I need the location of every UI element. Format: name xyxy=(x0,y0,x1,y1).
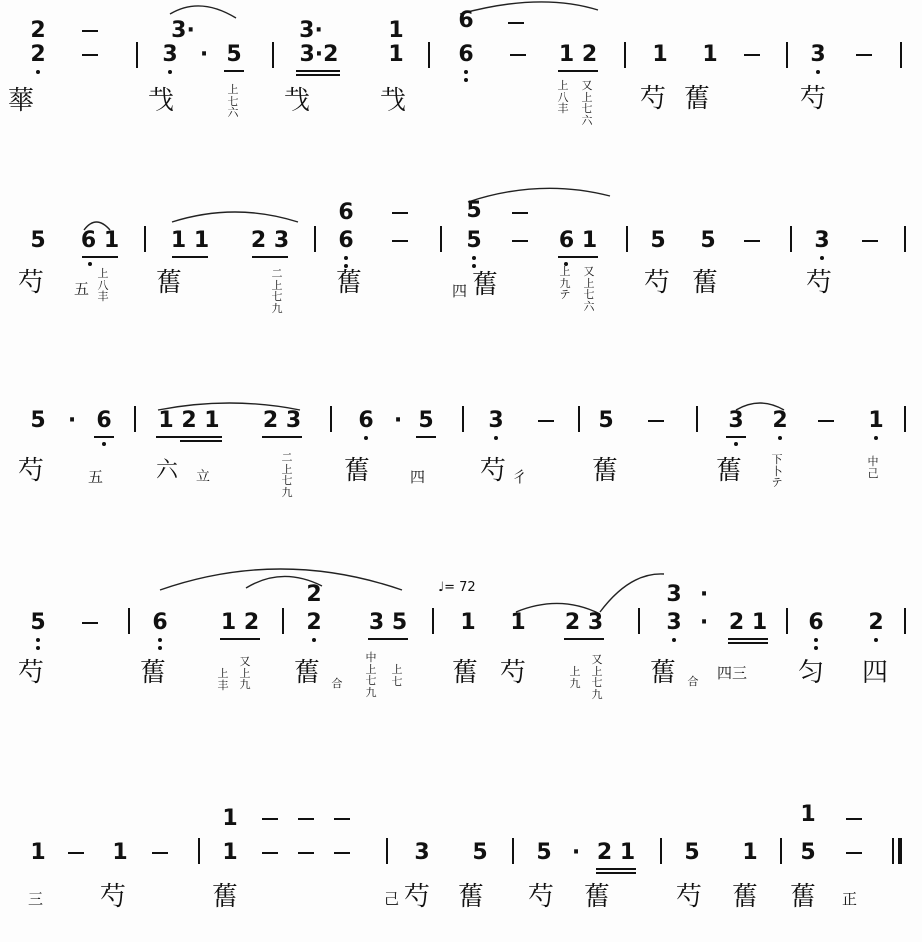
beam xyxy=(416,436,436,438)
note: · xyxy=(571,840,581,865)
tablature-char: 芍 xyxy=(806,268,833,298)
tablature-char: 𦾔 xyxy=(156,268,183,298)
tablature-char: 𦾔 xyxy=(472,270,499,300)
note: 2 xyxy=(772,408,788,433)
final-barline xyxy=(898,838,902,864)
dash xyxy=(392,240,408,242)
dash xyxy=(262,818,278,820)
dash xyxy=(846,818,862,820)
beam xyxy=(596,868,636,870)
tablature-finger: 上丰 xyxy=(217,667,229,692)
tablature-finger: 彳 xyxy=(512,468,528,486)
note: 1 xyxy=(388,42,404,67)
upper-note: 6 xyxy=(458,8,474,33)
tablature-char: 芍 xyxy=(640,84,667,114)
note: 6 xyxy=(96,408,112,433)
barline xyxy=(626,226,628,252)
dash xyxy=(846,852,862,854)
tablature-finger: 又上七九 xyxy=(591,653,603,701)
beam xyxy=(262,436,302,438)
note: 3 xyxy=(488,408,504,433)
dash xyxy=(334,852,350,854)
note: 1 2 1 xyxy=(158,408,220,433)
note: 6 xyxy=(458,42,474,67)
octave-dot xyxy=(344,256,348,260)
tablature-finger: 下卜テ xyxy=(771,453,783,490)
upper-note: 3 xyxy=(666,582,682,607)
tempo-marking: ♩= 72 xyxy=(438,580,476,595)
barline xyxy=(624,42,626,68)
dash xyxy=(508,22,524,24)
tablature-finger: 二上七九 xyxy=(271,267,283,315)
barline xyxy=(904,608,906,634)
upper-note: · xyxy=(699,582,709,607)
tablature-char: 𦾔 xyxy=(336,268,363,298)
tablature-finger: 上八丰 xyxy=(97,267,109,304)
tablature-finger: 又上九 xyxy=(239,655,251,692)
beam xyxy=(180,440,222,442)
barline xyxy=(272,42,274,68)
tablature-finger: 四三 xyxy=(716,664,747,682)
barline xyxy=(134,406,136,432)
note: 5 xyxy=(226,42,242,67)
note: 5 xyxy=(684,840,700,865)
tablature-char: 芍 xyxy=(800,84,827,114)
note: 1 xyxy=(222,840,238,865)
octave-dot xyxy=(814,646,818,650)
tablature-finger: 又上七六 xyxy=(583,265,595,313)
tablature-char: 芍 xyxy=(676,882,703,912)
beam xyxy=(172,256,208,258)
tablature-char: 芍 xyxy=(404,882,431,912)
tablature-char: 𢦏 xyxy=(380,86,407,116)
note: 5 xyxy=(30,610,46,635)
note: 5 xyxy=(700,228,716,253)
note: 6 xyxy=(338,228,354,253)
tablature-char: 𦾔 xyxy=(592,456,619,486)
note: 1 xyxy=(112,840,128,865)
tablature-char: 𦾔 xyxy=(684,84,711,114)
tablature-finger: 上七六 xyxy=(227,83,239,120)
tablature-finger: 上八丰 xyxy=(557,79,569,116)
dash xyxy=(510,54,526,56)
note: 2 xyxy=(30,42,46,67)
tablature-finger: 己 xyxy=(384,890,400,908)
barline xyxy=(282,608,284,634)
octave-dot xyxy=(816,70,820,74)
barline xyxy=(660,838,662,864)
note: 1 xyxy=(868,408,884,433)
barline xyxy=(428,42,430,68)
note: 3 5 xyxy=(368,610,408,635)
barline xyxy=(904,226,906,252)
note: 5 xyxy=(472,840,488,865)
octave-dot xyxy=(464,70,468,74)
tablature-finger: 合 xyxy=(687,675,699,688)
octave-dot xyxy=(472,264,476,268)
note: 3 xyxy=(814,228,830,253)
octave-dot xyxy=(88,262,92,266)
note: 2 1 xyxy=(728,610,768,635)
tablature-finger: 五 xyxy=(88,468,104,486)
slur-line2-b xyxy=(172,212,298,222)
tablature-finger: 中己 xyxy=(867,455,879,480)
barline xyxy=(786,608,788,634)
note: 5 xyxy=(650,228,666,253)
note: 1 xyxy=(460,610,476,635)
barline xyxy=(386,838,388,864)
beam xyxy=(596,872,636,874)
barline xyxy=(330,406,332,432)
slur-line4-d xyxy=(600,574,664,612)
note: 3 xyxy=(162,42,178,67)
note: 3 xyxy=(666,610,682,635)
tablature-char: 芍 xyxy=(528,882,555,912)
note: 1 2 xyxy=(558,42,598,67)
note: 1 1 xyxy=(170,228,210,253)
barline xyxy=(786,42,788,68)
note: 6 xyxy=(808,610,824,635)
barline xyxy=(512,838,514,864)
note: 1 xyxy=(510,610,526,635)
dash xyxy=(744,54,760,56)
barline xyxy=(128,608,130,634)
note: 5 xyxy=(30,408,46,433)
note: 2 3 xyxy=(564,610,604,635)
tablature-char: 芍 xyxy=(18,268,45,298)
barline xyxy=(440,226,442,252)
dash xyxy=(862,240,878,242)
slur-line2-c xyxy=(468,188,610,202)
note: 6 1 xyxy=(80,228,120,253)
octave-dot xyxy=(874,436,878,440)
tablature-char: 芍 xyxy=(18,658,45,688)
tablature-char: 蕐 xyxy=(8,86,35,116)
tablature-char: 𦾔 xyxy=(212,882,239,912)
dash xyxy=(392,212,408,214)
tablature-char: 四 xyxy=(862,658,889,688)
dash xyxy=(512,212,528,214)
note: 3 xyxy=(810,42,826,67)
note: 5 xyxy=(418,408,434,433)
dash xyxy=(334,818,350,820)
octave-dot xyxy=(494,436,498,440)
upper-note: 5 xyxy=(466,198,482,223)
note: 1 xyxy=(702,42,718,67)
tablature-char: 𦾔 xyxy=(716,456,743,486)
note: 5 xyxy=(466,228,482,253)
note: 5 xyxy=(536,840,552,865)
tablature-char: 𦾔 xyxy=(452,658,479,688)
note: 1 xyxy=(30,840,46,865)
barline xyxy=(904,406,906,432)
octave-dot xyxy=(102,442,106,446)
dash xyxy=(68,852,84,854)
tablature-char: 𦾔 xyxy=(650,658,677,688)
dash xyxy=(82,30,98,32)
note: · xyxy=(699,610,709,635)
tablature-char: 匀 xyxy=(798,658,825,688)
barline xyxy=(578,406,580,432)
dash xyxy=(856,54,872,56)
note: 6 xyxy=(358,408,374,433)
tablature-char: 𦾔 xyxy=(294,658,321,688)
dash xyxy=(538,420,554,422)
beam xyxy=(558,70,598,72)
octave-dot xyxy=(734,442,738,446)
dash xyxy=(262,852,278,854)
tablature-char: 芍 xyxy=(500,658,527,688)
tablature-char: 芍 xyxy=(644,268,671,298)
beam xyxy=(296,70,340,72)
note: 1 2 xyxy=(220,610,260,635)
note: · xyxy=(393,408,403,433)
beam xyxy=(726,436,746,438)
note: 3 xyxy=(414,840,430,865)
tablature-char: 𦾔 xyxy=(458,882,485,912)
beam xyxy=(220,638,260,640)
tablature-char: 𦾔 xyxy=(790,882,817,912)
dash xyxy=(818,420,834,422)
beam xyxy=(224,70,244,72)
note: 3·2 xyxy=(299,42,339,67)
note: 3 xyxy=(728,408,744,433)
upper-note: 1 xyxy=(388,18,404,43)
octave-dot xyxy=(672,638,676,642)
dash xyxy=(744,240,760,242)
octave-dot xyxy=(36,638,40,642)
barline xyxy=(198,838,200,864)
octave-dot xyxy=(814,638,818,642)
note: 5 xyxy=(598,408,614,433)
dash xyxy=(298,852,314,854)
octave-dot xyxy=(820,256,824,260)
tablature-finger: 立 xyxy=(196,469,210,485)
octave-dot xyxy=(472,256,476,260)
barline xyxy=(314,226,316,252)
note: · xyxy=(199,42,209,67)
note: 1 xyxy=(652,42,668,67)
tablature-char: 芍 xyxy=(100,882,127,912)
tablature-finger: 上七 xyxy=(391,663,403,688)
tablature-char: 𦾔 xyxy=(344,456,371,486)
tablature-finger: 上九 xyxy=(569,665,581,690)
beam xyxy=(82,256,118,258)
barline xyxy=(144,226,146,252)
tablature-finger: 又上七六 xyxy=(581,79,593,127)
upper-note: 3· xyxy=(299,18,323,43)
note: 2 xyxy=(306,610,322,635)
tablature-char: 𦾔 xyxy=(140,658,167,688)
beam xyxy=(94,436,114,438)
upper-note: 1 xyxy=(800,802,816,827)
tablature-finger: 正 xyxy=(842,890,858,908)
slur-line1-b xyxy=(460,2,598,14)
octave-dot xyxy=(464,78,468,82)
dash xyxy=(298,818,314,820)
dash xyxy=(152,852,168,854)
note: 5 xyxy=(800,840,816,865)
tablature-finger: 合 xyxy=(331,677,343,690)
barline xyxy=(790,226,792,252)
tablature-char: 𦾔 xyxy=(692,268,719,298)
octave-dot xyxy=(168,70,172,74)
tablature-char: 𦾔 xyxy=(732,882,759,912)
beam xyxy=(368,638,408,640)
octave-dot xyxy=(36,646,40,650)
tablature-char: 芍 xyxy=(18,456,45,486)
tablature-char: 𦾔 xyxy=(584,882,611,912)
note: 2 1 xyxy=(596,840,636,865)
barline xyxy=(696,406,698,432)
beam xyxy=(156,436,222,438)
note: 6 xyxy=(152,610,168,635)
tablature-char: 六 xyxy=(156,458,179,483)
octave-dot xyxy=(312,638,316,642)
barline xyxy=(892,838,894,864)
barline xyxy=(900,42,902,68)
octave-dot xyxy=(158,638,162,642)
barline xyxy=(462,406,464,432)
tablature-finger: 上九テ xyxy=(559,265,571,302)
dash xyxy=(82,54,98,56)
note: · xyxy=(67,408,77,433)
beam xyxy=(252,256,288,258)
octave-dot xyxy=(158,646,162,650)
barline xyxy=(780,838,782,864)
upper-note: 2 xyxy=(306,582,322,607)
tablature-finger: 中上七九 xyxy=(365,651,377,699)
octave-dot xyxy=(778,436,782,440)
note: 2 3 xyxy=(250,228,290,253)
tablature-finger: 五 xyxy=(74,280,90,298)
upper-note: 3· xyxy=(171,18,195,43)
note: 5 xyxy=(30,228,46,253)
slur-line4-a xyxy=(160,569,402,590)
slur-line1-a xyxy=(170,6,236,18)
tablature-finger: 二上七九 xyxy=(281,451,293,499)
tablature-char: 𢦏 xyxy=(148,86,175,116)
beam xyxy=(728,638,768,640)
note: 2 xyxy=(868,610,884,635)
tablature-char: 芍 xyxy=(480,456,507,486)
dash xyxy=(648,420,664,422)
beam xyxy=(558,256,598,258)
beam xyxy=(728,642,768,644)
upper-note: 1 xyxy=(222,806,238,831)
beam xyxy=(296,74,340,76)
tablature-finger: 三 xyxy=(28,890,44,908)
barline xyxy=(432,608,434,634)
barline xyxy=(638,608,640,634)
tablature-finger: 四 xyxy=(410,468,426,486)
note: 2 3 xyxy=(262,408,302,433)
note: 1 xyxy=(742,840,758,865)
beam xyxy=(564,638,604,640)
octave-dot xyxy=(36,70,40,74)
dash xyxy=(82,622,98,624)
dash xyxy=(512,240,528,242)
tablature-finger: 四 xyxy=(452,282,468,300)
upper-note: 6 xyxy=(338,200,354,225)
tablature-char: 𢦏 xyxy=(284,86,311,116)
octave-dot xyxy=(364,436,368,440)
barline xyxy=(136,42,138,68)
octave-dot xyxy=(874,638,878,642)
note: 6 1 xyxy=(558,228,598,253)
upper-note: 2 xyxy=(30,18,46,43)
